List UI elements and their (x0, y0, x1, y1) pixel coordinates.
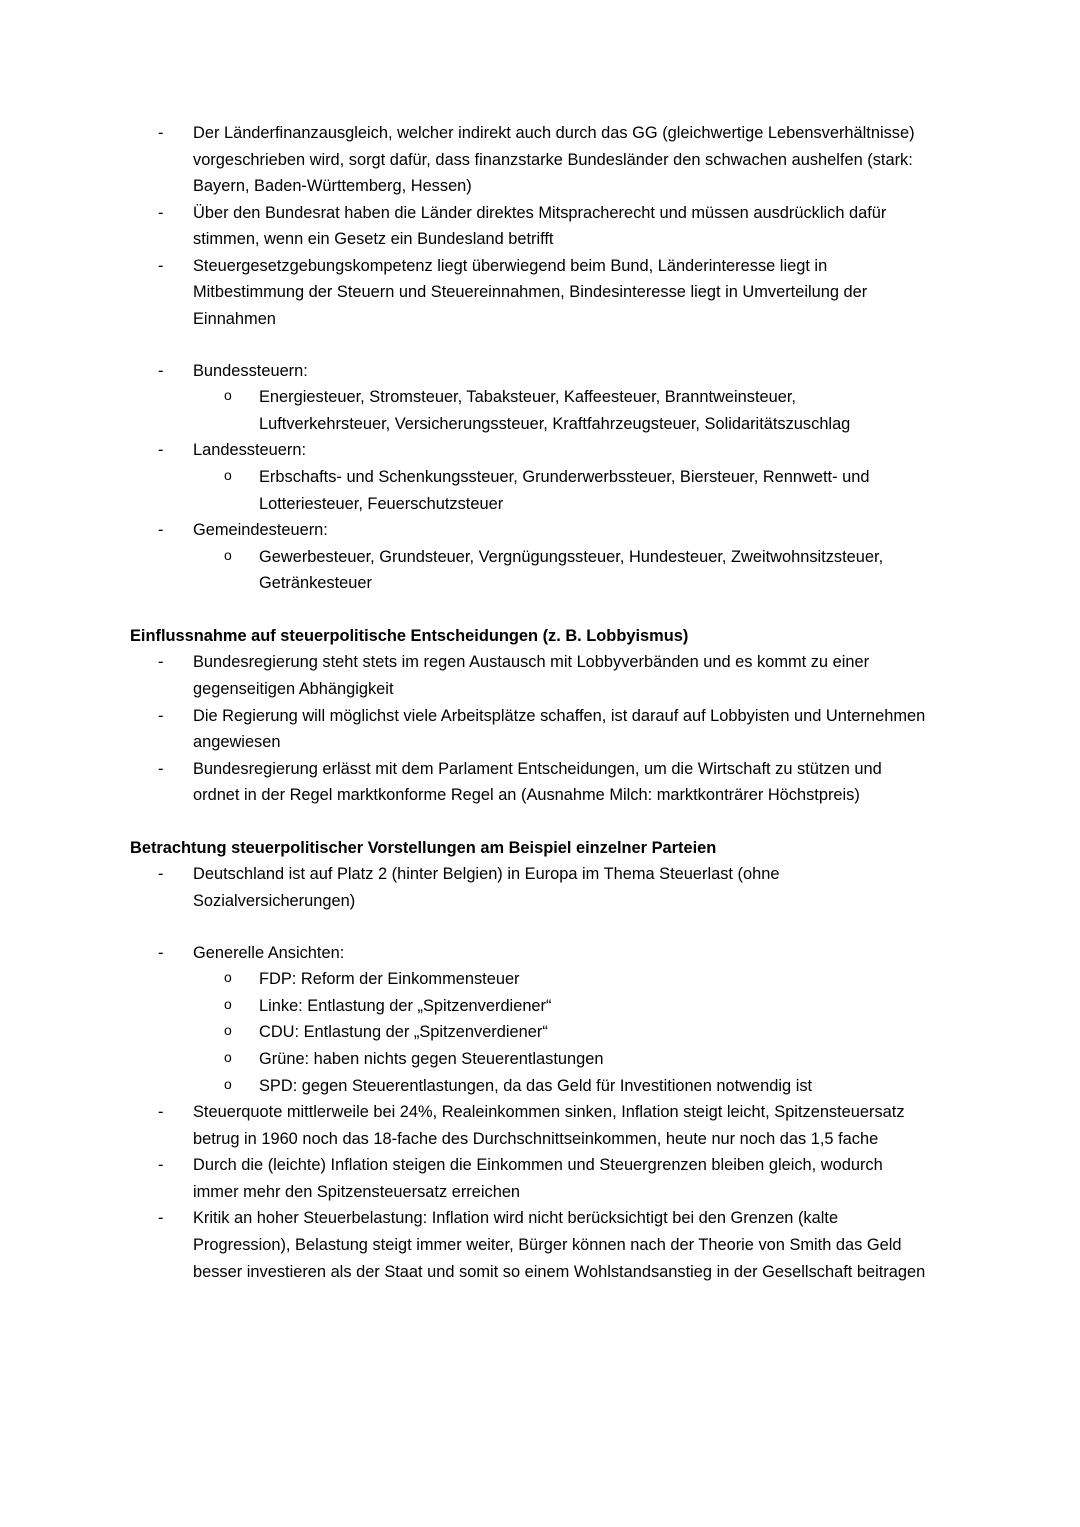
sublist-item (193, 993, 930, 1020)
list-block-2 (130, 358, 930, 597)
dash-bullet-icon: - (158, 441, 164, 460)
list-item-text: Kritik an hoher Steuerbelastung: Inflation wird nicht berücksichtigt bei den Grenzen (kalte Progression), Belastung steigt immer weiter, Bürger können nach der Theorie von Smith das Geld besser investieren als der Staat und somit so einem Wohlstandsanstieg in der Gesellschaft beitragen (193, 1209, 926, 1281)
sublist-item-text: Gewerbesteuer, Grundsteuer, Vergnügungssteuer, Hundesteuer, Zweitwohnsitzsteuer, Getränkesteuer (259, 547, 884, 593)
sublist (193, 384, 930, 437)
dash-bullet-icon: - (158, 943, 164, 962)
document-body (130, 120, 930, 1285)
sublist (193, 966, 930, 1099)
list-item-text: Bundesregierung steht stets im regen Austausch mit Lobbyverbänden und es kommt zu einer gegenseitigen Abhängigkeit (193, 653, 870, 698)
dash-bullet-icon: - (158, 256, 164, 275)
list-item (130, 517, 930, 597)
sublist-item (193, 1046, 930, 1073)
list-item-text: Generelle Ansichten: (193, 943, 345, 962)
sublist-item-text: Erbschafts- und Schenkungssteuer, Grunderwerbssteuer, Biersteuer, Rennwett- und Lotteriesteuer, Feuerschutzsteuer (259, 467, 870, 513)
dash-bullet-icon: - (158, 1209, 164, 1228)
list-block-5 (130, 940, 930, 1099)
dash-bullet-icon: - (158, 361, 164, 380)
list-item-text: Steuerquote mittlerweile bei 24%, Realeinkommen sinken, Inflation steigt leicht, Spitzensteuersatz betrug in 1960 noch das 18-fache des Durchschnittseinkommen, heute nur noch das 1,5 fache (193, 1103, 905, 1148)
list-item (130, 703, 930, 756)
list-block-6 (130, 1099, 930, 1285)
circle-bullet-icon: o (224, 387, 232, 404)
sublist-item (193, 384, 930, 437)
list-block-1 (130, 120, 930, 333)
list-item (130, 1205, 930, 1285)
list-block-3 (130, 649, 930, 808)
circle-bullet-icon: o (224, 466, 232, 483)
sublist-item (193, 544, 930, 597)
list-item (130, 1099, 930, 1152)
list-item-text: Durch die (leichte) Inflation steigen die Einkommen und Steuergrenzen bleiben gleich, wodurch immer mehr den Spitzensteuersatz erreichen (193, 1156, 883, 1201)
sublist (193, 544, 930, 597)
list-item-text: Landessteuern: (193, 441, 306, 460)
sublist-item-text: Grüne: haben nichts gegen Steuerentlastungen (259, 1049, 604, 1068)
list-item-text: Steuergesetzgebungskompetenz liegt überwiegend beim Bund, Länderinteresse liegt in Mitbestimmung der Steuern und Steuereinnahmen, Bindesinteresse liegt in Umverteilung der Einnahmen (193, 256, 868, 329)
sublist-item (193, 464, 930, 517)
list-item-text: Gemeindesteuern: (193, 521, 328, 540)
list-item-text: Die Regierung will möglichst viele Arbeitsplätze schaffen, ist darauf auf Lobbyisten und Unternehmen angewiesen (193, 706, 926, 752)
list-item (130, 756, 930, 809)
section-heading-lobbyismus: Einflussnahme auf steuerpolitische Entscheidungen (z. B. Lobbyismus) (130, 626, 689, 645)
sublist-item (193, 1019, 930, 1046)
list-item-text: Der Länderfinanzausgleich, welcher indirekt auch durch das GG (gleichwertige Lebensverhältnisse) vorgeschrieben wird, sorgt dafür, dass finanzstarke Bundesländer den schwachen aushelfen (stark: Bayern, Baden-Württemberg, Hessen) (193, 124, 915, 196)
circle-bullet-icon: o (224, 1048, 232, 1065)
sublist-item (193, 1073, 930, 1100)
paragraph-gap (130, 915, 930, 940)
dash-bullet-icon: - (158, 1103, 164, 1122)
sublist-item-text: CDU: Entlastung der „Spitzenverdiener“ (259, 1023, 548, 1042)
paragraph-gap (130, 333, 930, 358)
sublist-item (193, 966, 930, 993)
dash-bullet-icon: - (158, 521, 164, 540)
list-item (130, 1152, 930, 1205)
list-item (130, 437, 930, 517)
dash-bullet-icon: - (158, 706, 164, 725)
sublist (193, 464, 930, 517)
list-item-text: Deutschland ist auf Platz 2 (hinter Belgien) in Europa im Thema Steuerlast (ohne Sozialversicherungen) (193, 865, 780, 911)
sublist-item-text: Linke: Entlastung der „Spitzenverdiener“ (259, 996, 552, 1015)
list-item (130, 940, 930, 1099)
circle-bullet-icon: o (224, 1075, 232, 1092)
dash-bullet-icon: - (158, 203, 164, 222)
dash-bullet-icon: - (158, 865, 164, 884)
list-item-text: Über den Bundesrat haben die Länder direktes Mitspracherecht und müssen ausdrücklich dafür stimmen, wenn ein Gesetz ein Bundesland betrifft (193, 203, 887, 249)
dash-bullet-icon: - (158, 1156, 164, 1175)
dash-bullet-icon: - (158, 653, 164, 672)
section-gap (130, 597, 930, 623)
dash-bullet-icon: - (158, 759, 164, 778)
dash-bullet-icon: - (158, 124, 164, 142)
list-item-text: Bundesregierung erlässt mit dem Parlament Entscheidungen, um die Wirtschaft zu stützen und ordnet in der Regel marktkonforme Regel an (Ausnahme Milch: marktkonträrer Höchstpreis) (193, 759, 882, 805)
circle-bullet-icon: o (224, 969, 232, 986)
section-gap (130, 809, 930, 835)
circle-bullet-icon: o (224, 995, 232, 1012)
sublist-item-text: FDP: Reform der Einkommensteuer (259, 970, 520, 989)
sublist-item-text: SPD: gegen Steuerentlastungen, da das Geld für Investitionen notwendig ist (259, 1076, 813, 1095)
list-item (130, 253, 930, 333)
circle-bullet-icon: o (224, 546, 232, 563)
list-item (130, 200, 930, 253)
sublist-item-text: Energiesteuer, Stromsteuer, Tabaksteuer, Kaffeesteuer, Branntweinsteuer, Luftverkehrsteuer, Versicherungssteuer, Kraftfahrzeugsteuer, Solidaritätszuschlag (259, 388, 851, 433)
list-item (130, 649, 930, 702)
list-item-text: Bundessteuern: (193, 361, 308, 380)
circle-bullet-icon: o (224, 1022, 232, 1039)
list-block-4 (130, 861, 930, 914)
list-item (130, 861, 930, 914)
list-item (130, 358, 930, 438)
list-item (130, 120, 930, 200)
section-heading-parteien: Betrachtung steuerpolitischer Vorstellungen am Beispiel einzelner Parteien (130, 838, 717, 857)
